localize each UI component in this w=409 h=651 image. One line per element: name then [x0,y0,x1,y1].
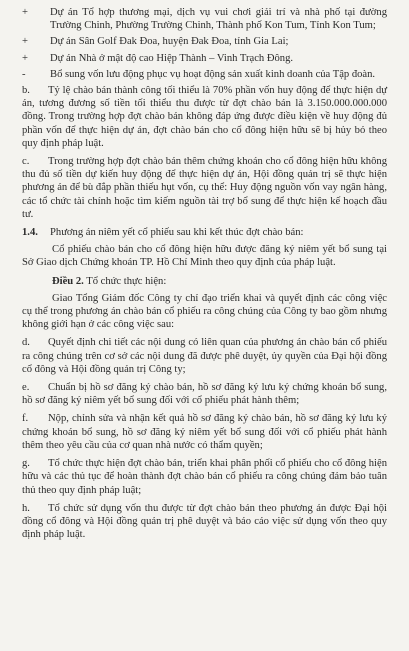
article-label: Điều 2. [52,275,84,287]
paragraph-text: Tỷ lệ chào bán thành công tối thiểu là 70% phần vốn huy động để thực hiện dự án, tương đương số tiền tối thiểu thu được từ đợt chào bán là 3.150.000.000.000 đồng. Trong trường hợp đợt chào bán không đáp ứng được điều kiện về huy động đủ phần vốn để thực hiện dự án, đợt chào bán cho cổ đông hiện hữu sẽ bị hủy bỏ theo quy định pháp luật. [22,85,387,149]
bullet-text: Dự án Nhà ở mật độ cao Hiệp Thành – Vinh Trạch Đông. [50,52,294,64]
article-2-heading [52,275,387,288]
paragraph-label: c. [22,156,30,168]
item-text: Tổ chức thực hiện đợt chào bán, triển khai phân phối cổ phiếu cho cổ đông hiện hữu và các thủ tục để hoàn thành đợt chào bán cổ phiếu ra công chúng đảm bảo tuân thủ theo quy định pháp luật; [22,458,387,496]
list-item [22,381,387,407]
item-label: h. [22,502,30,514]
bullet-mark: + [22,52,28,64]
bullet-item [22,52,387,65]
paragraph-c [22,155,387,221]
section-title: Phương án niêm yết cổ phiếu sau khi kết thúc đợt chào bán: [50,227,304,239]
paragraph-b [22,84,387,150]
bullet-text: Bổ sung vốn lưu động phục vụ hoạt động sản xuất kinh doanh của Tập đoàn. [50,68,376,80]
bullet-item [22,68,387,81]
section-number: 1.4. [22,227,38,239]
bullet-mark: + [22,36,28,48]
bullet-mark: - [22,68,26,80]
bullet-item [22,35,387,48]
item-text: Nộp, chỉnh sửa và nhận kết quả hồ sơ đăng ký chào bán, hồ sơ đăng ký lưu ký chứng khoán bổ sung, hồ sơ đăng ký niêm yết bổ sung đối với cổ phiếu phát hành thêm theo yêu cầu của cơ quan nhà nước có thẩm quyền; [22,413,387,451]
bullet-item [22,6,387,32]
paragraph-text: Trong trường hợp đợt chào bán thêm chứng khoán cho cổ đông hiện hữu không thu đủ số tiền dự kiến huy động để thực hiện dự án, Hội đồng quản trị sẽ thực hiện phương án để bù đắp phần thiếu hụt vốn, cụ thể: Huy động nguồn vốn vay ngân hàng, các tổ chức tài chính hoặc tìm kiếm nguồn tài trợ bổ sung để thực hiện kế hoạch đầu tư. [22,156,387,220]
bullet-mark: + [22,7,28,18]
article-title: Tổ chức thực hiện: [86,275,167,287]
item-label: d. [22,337,30,349]
item-label: f. [22,413,29,425]
item-label: e. [22,382,30,394]
bullet-text: Dự án Sân Golf Đak Đoa, huyện Đak Đoa, tỉnh Gia Lai; [50,36,289,48]
section-heading-1-4 [22,226,387,239]
list-item [22,412,387,452]
item-label: g. [22,458,30,470]
bullet-text: Dự án Tổ hợp thương mại, dịch vụ vui chơi giải trí và nhà phố tại đường Trường Chinh, Phường Trường Chinh, Thành phố Kon Tum, Tỉnh Kon Tum; [50,7,387,32]
section-1-4-body: Cổ phiếu chào bán cho cổ đông hiện hữu được đăng ký niêm yết bổ sung tại Sở Giao dịch Chứng khoán TP. Hồ Chí Minh theo quy định của pháp luật. [22,244,387,269]
paragraph-label: b. [22,85,30,97]
list-item [22,336,387,376]
item-text: Chuẩn bị hồ sơ đăng ký chào bán, hồ sơ đăng ký lưu ký chứng khoán bổ sung, hồ sơ đăng ký niêm yết bổ sung đối với cổ phiếu phát hành thêm; [22,382,387,407]
article-2-body: Giao Tổng Giám đốc Công ty chỉ đạo triển khai và quyết định các công việc cụ thể trong phương án chào bán cổ phiếu ra công chúng của Công ty bao gồm nhưng không giới hạn ở các công việc sau: [22,292,387,331]
item-text: Tổ chức sử dụng vốn thu được từ đợt chào bán theo phương án được Đại hội đồng cổ đông và Hội đồng quản trị phê duyệt và báo cáo việc sử dụng vốn theo quy định pháp luật. [22,502,387,541]
list-item [22,457,387,497]
list-item [22,502,387,542]
item-text: Quyết định chi tiết các nội dung có liên quan của phương án chào bán cổ phiếu ra công chúng trên cơ sở các nội dung đã được phê duyệt, ủy quyền của Đại hội đồng cổ đông và Hội đồng quản trị Công ty; [22,337,387,375]
